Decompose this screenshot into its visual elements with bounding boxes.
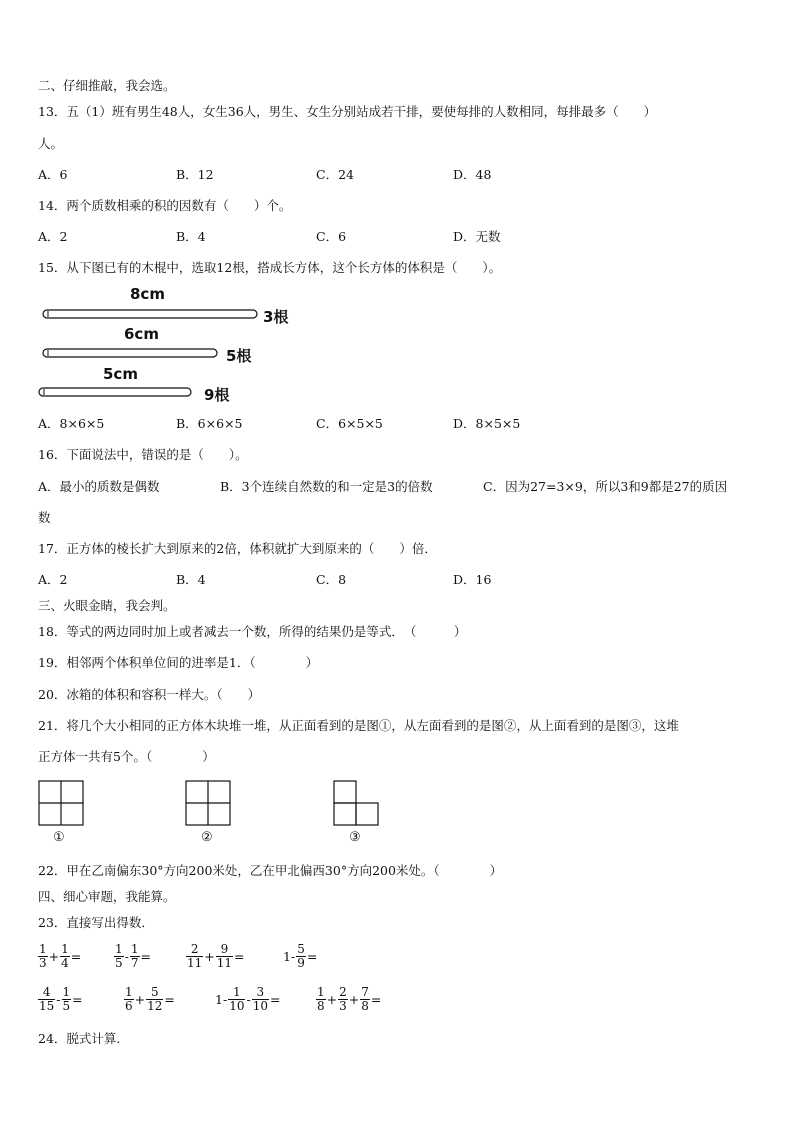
fraction: $\frac{1}{10}$: [229, 985, 245, 1013]
fraction: $\frac{1}{5}$: [115, 942, 123, 970]
q13-option-c: C．24: [316, 167, 354, 182]
stick-length-label-6cm: 6cm: [124, 325, 159, 343]
fraction: $\frac{5}{12}$: [147, 985, 163, 1013]
fraction: $\frac{1}{3}$: [39, 942, 47, 970]
q13-option-b: B．12: [176, 167, 214, 182]
view-figure-1: [38, 780, 86, 828]
q17-option-d: D．16: [453, 572, 492, 587]
calc-expression: $\frac{1}{8}$ + $\frac{2}{3}$ + $\frac{7}{8}$ =: [317, 985, 382, 1013]
q15-option-d: D．8×5×5: [453, 416, 521, 431]
figure-label-2: ②: [201, 830, 213, 845]
q15-option-b: B．6×6×5: [176, 416, 243, 431]
q17-option-b: B．4: [176, 572, 206, 587]
fraction: $\frac{7}{8}$: [361, 985, 369, 1013]
figure-label-1: ①: [53, 830, 65, 845]
question-19-text: 19．相邻两个体积单位间的进率是1．（ ）: [38, 655, 319, 670]
fraction: $\frac{2}{3}$: [339, 985, 347, 1013]
view-figure-2: [185, 780, 233, 828]
fraction: $\frac{5}{9}$: [297, 942, 305, 970]
q14-option-b: B．4: [176, 229, 206, 244]
question-15-text: 15．从下图已有的木棍中，选取12根，搭成长方体，这个长方体的体积是（ ）。: [38, 260, 502, 275]
q14-option-a: A．2: [38, 229, 68, 244]
calc-expression: $\frac{4}{15}$ - $\frac{1}{5}$ =: [39, 985, 83, 1013]
q16-option-a: A．最小的质数是偶数: [38, 479, 160, 494]
fraction: $\frac{9}{11}$: [216, 942, 233, 970]
question-21-text-cont: 正方体一共有5个。（ ）: [38, 749, 215, 764]
q14-option-d: D．无数: [453, 229, 501, 244]
question-20-text: 20．冰箱的体积和容积一样大。（ ）: [38, 687, 261, 702]
calc-expression: 1- $\frac{1}{10}$ - $\frac{3}{10}$ =: [215, 985, 281, 1013]
stick-8cm: [40, 307, 262, 321]
calc-expression: $\frac{2}{11}$ + $\frac{9}{11}$ =: [187, 942, 245, 970]
calc-expression: $\frac{1}{6}$ + $\frac{5}{12}$ =: [125, 985, 175, 1013]
section-heading-3: 三、火眼金睛，我会判。: [38, 598, 176, 613]
stick-count-label-9: 9根: [204, 386, 230, 404]
stick-6cm: [40, 346, 222, 360]
question-17-text: 17．正方体的棱长扩大到原来的2倍，体积就扩大到原来的（ ）倍．: [38, 541, 437, 556]
stick-length-label-5cm: 5cm: [103, 365, 138, 383]
q16-option-c-cont: 数: [38, 510, 51, 525]
q15-option-c: C．6×5×5: [316, 416, 383, 431]
fraction: $\frac{1}{5}$: [62, 985, 71, 1013]
q15-option-a: A．8×6×5: [38, 416, 105, 431]
section-heading-4: 四、细心审题，我能算。: [38, 889, 176, 904]
section-heading-2: 二、仔细推敲，我会选。: [38, 78, 176, 93]
fraction: $\frac{1}{7}$: [130, 942, 139, 970]
view-figure-3: [333, 780, 381, 828]
fraction: $\frac{3}{10}$: [252, 985, 268, 1013]
q13-option-d: D．48: [453, 167, 492, 182]
stick-5cm: [36, 385, 196, 399]
stick-length-label-8cm: 8cm: [130, 285, 165, 303]
fraction: $\frac{1}{4}$: [61, 942, 69, 970]
question-13-text-cont: 人。: [38, 136, 64, 151]
q16-option-b: B．3个连续自然数的和一定是3的倍数: [220, 479, 433, 494]
question-23-text: 23．直接写出得数．: [38, 915, 154, 930]
q17-option-a: A．2: [38, 572, 68, 587]
fraction: $\frac{4}{15}$: [39, 985, 55, 1013]
q14-option-c: C．6: [316, 229, 347, 244]
calc-expression: 1- $\frac{5}{9}$ =: [283, 942, 318, 970]
question-13-text: 13．五（1）班有男生48人，女生36人，男生、女生分别站成若干排，要使每排的人数相同，每排最多（ ）: [38, 104, 657, 119]
stick-count-label-3: 3根: [263, 308, 289, 326]
fraction: $\frac{2}{11}$: [187, 942, 203, 970]
calc-expression: $\frac{1}{5}$ - $\frac{1}{7}$ =: [115, 942, 151, 970]
question-24-text: 24．脱式计算.: [38, 1031, 121, 1046]
question-21-text: 21．将几个大小相同的正方体木块堆一堆，从正面看到的是图①，从左面看到的是图②，从上面看到的是图③，这堆: [38, 718, 679, 733]
stick-count-label-5: 5根: [226, 347, 252, 365]
figure-label-3: ③: [349, 830, 361, 845]
question-16-text: 16．下面说法中，错误的是（ ）。: [38, 447, 248, 462]
fraction: $\frac{1}{6}$: [125, 985, 133, 1013]
q16-option-c: C．因为27=3×9，所以3和9都是27的质因: [483, 479, 728, 494]
q13-option-a: A．6: [38, 167, 68, 182]
q17-option-c: C．8: [316, 572, 347, 587]
fraction: $\frac{1}{8}$: [317, 985, 325, 1013]
calc-expression: $\frac{1}{3}$ + $\frac{1}{4}$ =: [39, 942, 82, 970]
question-18-text: 18．等式的两边同时加上或者减去一个数，所得的结果仍是等式． （ ）: [38, 624, 467, 639]
question-22-text: 22．甲在乙南偏东30°方向200米处，乙在甲北偏西30°方向200米处。（ ）: [38, 863, 503, 878]
question-14-text: 14．两个质数相乘的积的因数有（ ）个。: [38, 198, 292, 213]
